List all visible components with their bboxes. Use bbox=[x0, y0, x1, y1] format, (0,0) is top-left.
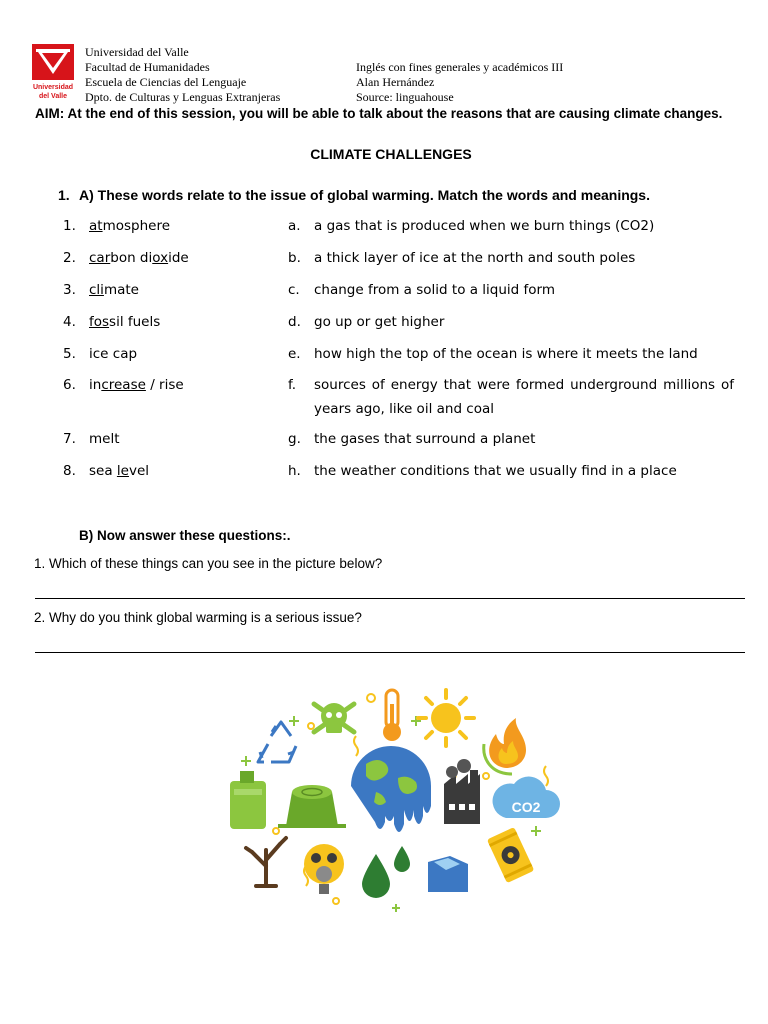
oil-drop-icon bbox=[362, 846, 410, 898]
global-warming-illustration bbox=[216, 686, 566, 916]
meaning-text: sources of energy that were formed underground millions of years ago, like oil and coal bbox=[314, 377, 734, 417]
answer-line-2[interactable] bbox=[35, 652, 745, 653]
exercise-b-instruction: B) Now answer these questions:. bbox=[79, 528, 291, 543]
word-number: 6. bbox=[63, 377, 76, 393]
word-item: atmosphere bbox=[89, 218, 171, 234]
course-line: Alan Hernández bbox=[356, 75, 435, 89]
question-1: 1. Which of these things can you see in the picture below? bbox=[34, 556, 383, 571]
exercise-a-text: A) These words relate to the issue of global warming. Match the words and meanings. bbox=[79, 187, 650, 203]
answer-line-1[interactable] bbox=[35, 598, 745, 599]
institution-line: Dpto. de Culturas y Lenguas Extranjeras bbox=[85, 90, 281, 104]
meaning-letter: d. bbox=[288, 314, 301, 330]
meaning-text: the gases that surround a planet bbox=[314, 431, 536, 447]
fire-icon bbox=[484, 718, 526, 774]
thermometer-icon bbox=[383, 690, 401, 741]
aim-statement: AIM: At the end of this session, you will be able to talk about the reasons that are causing climate changes. bbox=[35, 106, 723, 121]
meaning-letter: a. bbox=[288, 218, 301, 234]
word-item: melt bbox=[89, 431, 120, 447]
word-number: 8. bbox=[63, 463, 76, 479]
word-item: climate bbox=[89, 282, 139, 298]
word-item: ice cap bbox=[89, 346, 138, 362]
meaning-text: a gas that is produced when we burn things (CO2) bbox=[314, 218, 655, 234]
institution-line: Facultad de Humanidades bbox=[85, 60, 210, 74]
sun-icon bbox=[418, 690, 474, 746]
course-block bbox=[356, 60, 563, 105]
exercise-a-instruction bbox=[58, 187, 650, 203]
dead-tree-icon bbox=[246, 838, 286, 886]
meaning-text: go up or get higher bbox=[314, 314, 445, 330]
word-number: 5. bbox=[63, 346, 76, 362]
recycle-icon bbox=[258, 722, 296, 762]
word-item: increase / rise bbox=[89, 377, 184, 393]
meaning-letter: f. bbox=[288, 377, 297, 393]
institution-line: Universidad del Valle bbox=[85, 45, 189, 59]
meaning-text: a thick layer of ice at the north and south poles bbox=[314, 250, 636, 266]
gas-mask-icon bbox=[304, 844, 344, 894]
meaning-letter: h. bbox=[288, 463, 301, 479]
meaning-letter: e. bbox=[288, 346, 301, 362]
meaning-text: how high the top of the ocean is where it meets the land bbox=[314, 346, 698, 362]
word-number: 7. bbox=[63, 431, 76, 447]
word-item: fossil fuels bbox=[89, 314, 161, 330]
melting-ice-icon bbox=[428, 856, 468, 892]
institution-line: Escuela de Ciencias del Lenguaje bbox=[85, 75, 247, 89]
course-line: Inglés con fines generales y académicos III bbox=[356, 60, 564, 74]
word-item: carbon dioxide bbox=[89, 250, 189, 266]
university-logo bbox=[31, 43, 75, 105]
meaning-letter: b. bbox=[288, 250, 301, 266]
word-number: 4. bbox=[63, 314, 76, 330]
nuclear-barrel-icon bbox=[487, 827, 534, 883]
word-item: sea level bbox=[89, 463, 150, 479]
word-number: 2. bbox=[63, 250, 76, 266]
co2-cloud-icon bbox=[493, 777, 560, 818]
word-number: 3. bbox=[63, 282, 76, 298]
meaning-letter: c. bbox=[288, 282, 300, 298]
skull-icon bbox=[314, 703, 354, 733]
svg-text:del Valle: del Valle bbox=[38, 93, 68, 100]
melting-earth-icon bbox=[351, 746, 431, 832]
meaning-letter: g. bbox=[288, 431, 301, 447]
course-line: Source: linguahouse bbox=[356, 90, 454, 104]
factory-icon bbox=[444, 759, 480, 824]
fuel-canister-icon bbox=[230, 771, 266, 829]
meaning-text: the weather conditions that we usually find in a place bbox=[314, 463, 677, 479]
co2-label: CO2 bbox=[511, 799, 541, 815]
institution-block bbox=[85, 45, 280, 105]
tree-stump-icon bbox=[278, 785, 346, 826]
exercise-number: 1. bbox=[58, 187, 70, 203]
question-2: 2. Why do you think global warming is a serious issue? bbox=[34, 610, 362, 625]
svg-text:Universidad: Universidad bbox=[32, 84, 74, 91]
page-title: CLIMATE CHALLENGES bbox=[310, 146, 472, 162]
word-number: 1. bbox=[63, 218, 76, 234]
meaning-text: change from a solid to a liquid form bbox=[314, 282, 556, 298]
